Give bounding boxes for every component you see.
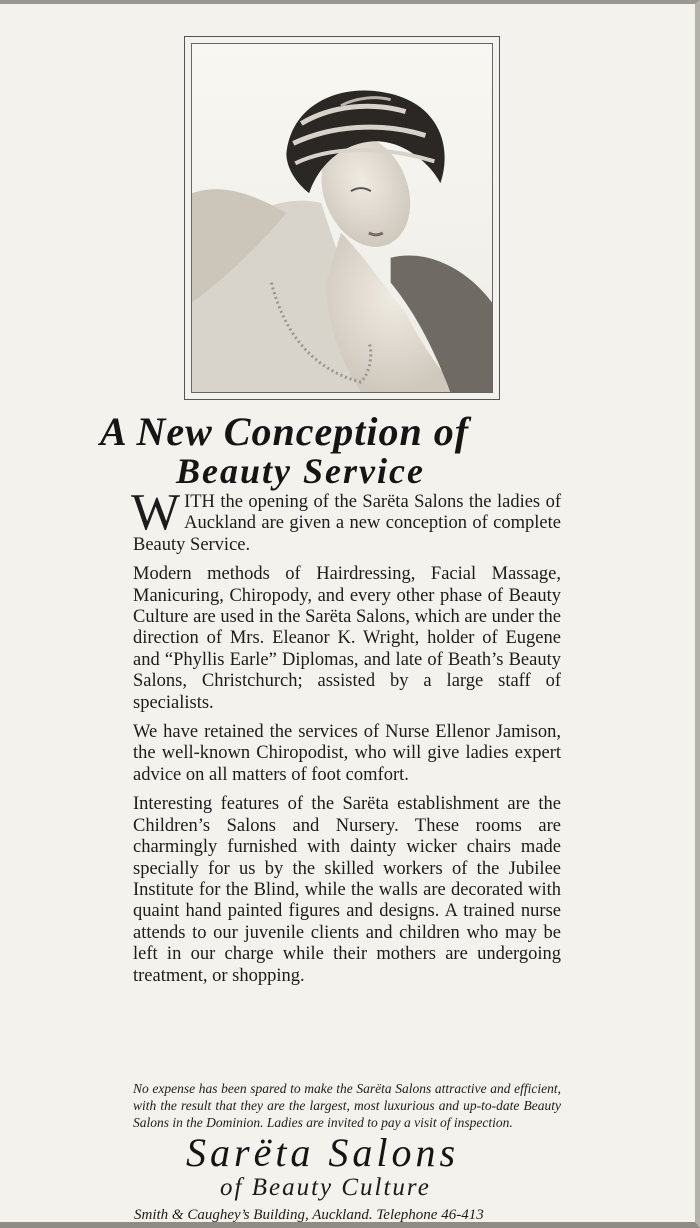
- paragraph-4: Interesting features of the Sarëta establishment are the Children’s Salons and Nursery. These rooms are charmingly furnished with dainty wicker chairs made specially for us by the skilled workers of the Jubilee Institute for the Blind, while the walls are decorated with quaint hand painted figures and designs. A trained nurse attends to our juvenile clients and children who may be left in our charge while their mothers are undergoing treatment, or shopping.: [133, 794, 561, 986]
- woman-portrait-icon: [192, 44, 492, 392]
- paragraph-2: Modern methods of Hairdressing, Facial Massage, Manicuring, Chiropody, and every other phase of Beauty Culture are used in the Sarëta Salons, which are under the direction of Mrs. Eleanor K. Wright, holder of Eugene and “Phyllis Earle” Diplomas, and late of Beath’s Beauty Salons, Christchurch; assisted by a large staff of specialists.: [133, 564, 561, 713]
- headline-line-2: Beauty Service: [176, 451, 425, 491]
- drop-cap: W: [131, 484, 181, 541]
- fine-print: No expense has been spared to make the Sarëta Salons attractive and efficient, with the result that they are the largest, most luxurious and up-to-date Beauty Salons in the Dominion. Ladies are invited to pay a visit of inspection.: [133, 1081, 561, 1131]
- portrait-photo: [191, 43, 493, 393]
- paragraph-1-text: ITH the opening of the Sarëta Salons the ladies of Auckland are given a new conception of complete Beauty Service.: [133, 492, 561, 555]
- paragraph-3: We have retained the services of Nurse Ellenor Jamison, the well-known Chiropodist, who will give ladies expert advice on all matters of foot comfort.: [133, 722, 561, 785]
- address-line: Smith & Caughey’s Building, Auckland. Telephone 46-413: [134, 1207, 484, 1223]
- headline-line-1: A New Conception of: [100, 409, 470, 454]
- brand-name: Sarëta Salons: [186, 1130, 460, 1175]
- paragraph-1: [131, 484, 561, 556]
- body-copy: [131, 484, 561, 995]
- portrait-frame: [184, 36, 500, 400]
- brand-tagline: of Beauty Culture: [220, 1174, 431, 1201]
